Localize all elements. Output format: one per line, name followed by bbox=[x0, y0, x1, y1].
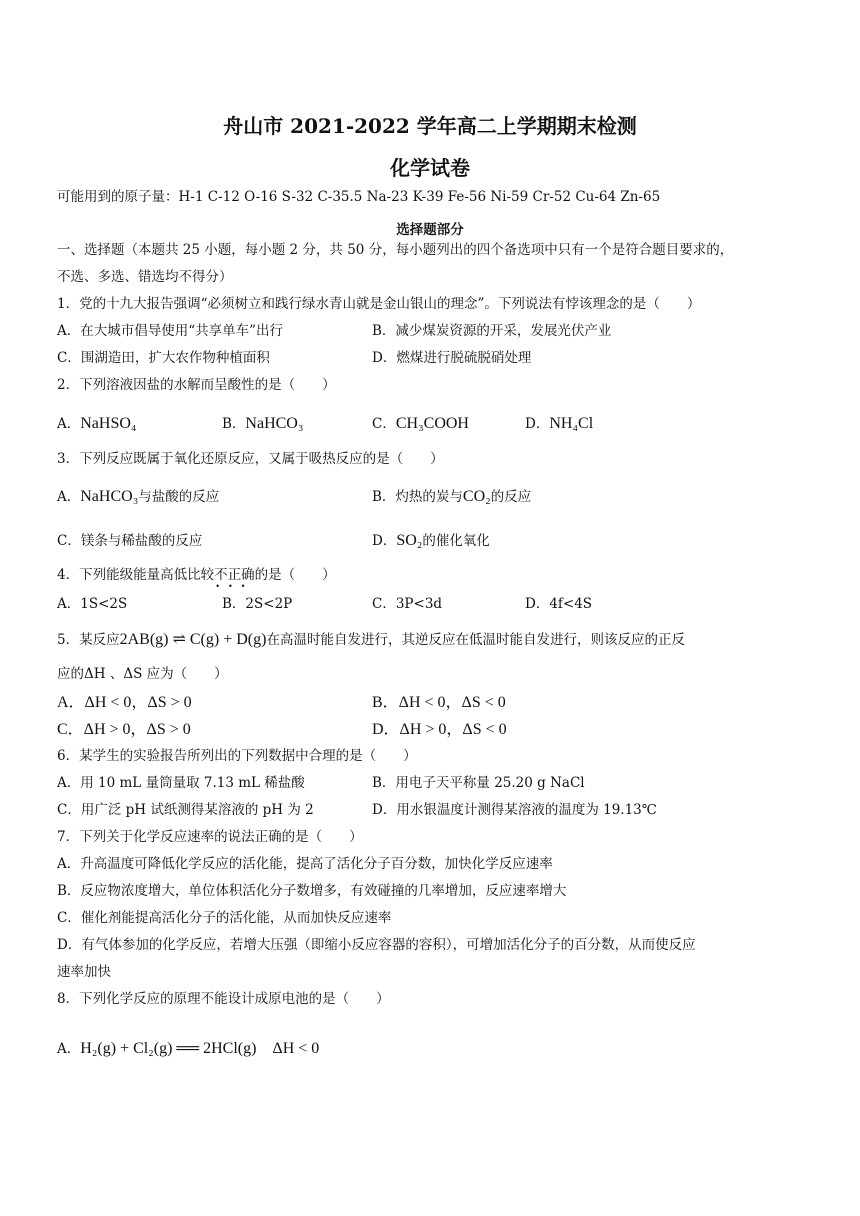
exam-title: 舟山市 2021-2022 学年高二上学期期末检测 bbox=[223, 114, 637, 138]
q7-option-d-line-1: D．有气体参加的化学反应，若增大压强（即缩小反应容器的容积），可增加活化分子的百分数，从而使反应 bbox=[57, 937, 696, 953]
q5-equation: 2AB(g) ⇌ C(g) + D(g) bbox=[119, 631, 267, 648]
q6-option-a: A．用 10 mL 量筒量取 7.13 mL 稀盐酸 bbox=[57, 775, 305, 791]
q3-option-b-text: 的反应 bbox=[490, 489, 532, 505]
q3-option-a-text: 与盐酸的反应 bbox=[138, 489, 220, 505]
q3-option-b bbox=[372, 489, 531, 505]
q2-option-d-label: D． bbox=[525, 416, 550, 432]
q3-option-a bbox=[57, 489, 219, 505]
q3-option-b-label: B．灼热的炭与 bbox=[372, 489, 463, 505]
q8-option-a-equation: H₂(g) + Cl₂(g) ══ 2HCl(g) ΔH < 0 bbox=[80, 1040, 320, 1057]
q2-stem: 2．下列溶液因盐的水解而呈酸性的是（ ） bbox=[57, 377, 336, 393]
q5-option-d: D．ΔH > 0，ΔS < 0 bbox=[372, 721, 507, 738]
q7-option-a: A．升高温度可降低化学反应的活化能，提高了活化分子百分数，加快化学反应速率 bbox=[57, 856, 553, 872]
q4-stem-emphasis-text: 不正确 bbox=[214, 567, 255, 583]
q3-option-a-formula: NaHCO₃ bbox=[80, 488, 139, 505]
q5-stem bbox=[57, 632, 685, 648]
q2-option-d bbox=[525, 416, 593, 432]
atomic-masses: 可能用到的原子量：H-1 C-12 O-16 S-32 C-35.5 Na-23 K-39 Fe-56 Ni-59 Cr-52 Cu-64 Zn-65 bbox=[57, 189, 661, 205]
q6-stem: 6．某学生的实验报告所列出的下列数据中合理的是（ ） bbox=[57, 748, 417, 764]
q5-stem-line-2: 应的ΔH 、ΔS 应为（ ） bbox=[57, 666, 228, 682]
q6-option-c: C．用广泛 pH 试纸测得某溶液的 pH 为 2 bbox=[57, 802, 314, 818]
q7-stem: 7．下列关于化学反应速率的说法正确的是（ ） bbox=[57, 829, 363, 845]
q2-option-b-formula: NaHCO₃ bbox=[245, 415, 304, 432]
q1-option-d: D．燃煤进行脱硫脱硝处理 bbox=[372, 350, 532, 366]
q4-stem-emphasis bbox=[214, 567, 255, 591]
q4-option-d: D．4f<4S bbox=[525, 596, 593, 612]
q2-option-b-label: B． bbox=[222, 416, 246, 432]
q3-option-b-formula: CO₂ bbox=[462, 488, 491, 505]
q2-option-c-formula: CH₃COOH bbox=[395, 415, 469, 432]
instructions-line-1: 一、选择题（本题共 25 小题，每小题 2 分，共 50 分，每小题列出的四个备选项中只有一个是符合题目要求的， bbox=[57, 242, 734, 258]
q2-option-a bbox=[57, 416, 137, 432]
q6-option-d: D．用水银温度计测得某溶液的温度为 19.13℃ bbox=[372, 802, 657, 818]
q5-option-b: B．ΔH < 0，ΔS < 0 bbox=[372, 694, 506, 711]
q1-stem: 1．党的十九大报告强调“必须树立和践行绿水青山就是金山银山的理念”。下列说法有悖该理念的是（ ） bbox=[57, 296, 701, 312]
q4-option-c: C．3P<3d bbox=[372, 596, 443, 612]
q8-option-a-label: A． bbox=[57, 1041, 81, 1057]
emphasis-dots-icon: ••• bbox=[215, 582, 254, 591]
q3-option-d-formula: SO₂ bbox=[396, 532, 423, 549]
q4-stem-pre: 4．下列能级能量高低比较 bbox=[57, 567, 215, 583]
q2-option-a-label: A． bbox=[57, 416, 81, 432]
q3-stem: 3．下列反应既属于氧化还原反应，又属于吸热反应的是（ ） bbox=[57, 451, 444, 467]
q5-stem-pre: 5．某反应 bbox=[57, 632, 120, 648]
q1-option-b: B．减少煤炭资源的开采，发展光伏产业 bbox=[372, 323, 612, 339]
q2-option-a-formula: NaHSO₄ bbox=[80, 415, 137, 432]
q7-option-b: B．反应物浓度增大，单位体积活化分子数增多，有效碰撞的几率增加，反应速率增大 bbox=[57, 883, 567, 899]
instructions-line-2: 不选、多选、错选均不得分） bbox=[57, 269, 233, 285]
q3-option-d-text: 的催化氧化 bbox=[422, 533, 490, 549]
q2-option-d-formula: NH₄Cl bbox=[549, 415, 594, 432]
q3-option-d-label: D． bbox=[372, 533, 397, 549]
section-title: 选择题部分 bbox=[396, 222, 464, 238]
q5-stem-post: 在高温时能自发进行，其逆反应在低温时能自发进行，则该反应的正反 bbox=[266, 632, 685, 648]
q6-option-b: B．用电子天平称量 25.20 g NaCl bbox=[372, 775, 585, 791]
exam-subtitle: 化学试卷 bbox=[390, 156, 470, 180]
q4-option-b: B．2S<2P bbox=[222, 596, 293, 612]
q8-stem: 8．下列化学反应的原理不能设计成原电池的是（ ） bbox=[57, 991, 390, 1007]
q1-option-c: C．围湖造田，扩大农作物种植面积 bbox=[57, 350, 270, 366]
q2-option-b bbox=[222, 416, 303, 432]
q7-option-d-line-2: 速率加快 bbox=[57, 964, 111, 980]
q2-option-c-label: C． bbox=[372, 416, 396, 432]
q4-stem bbox=[57, 567, 336, 591]
q4-option-a: A．1S<2S bbox=[57, 596, 128, 612]
q7-option-c: C．催化剂能提高活化分子的活化能，从而加快反应速率 bbox=[57, 910, 392, 926]
q2-option-c bbox=[372, 416, 469, 432]
q3-option-a-label: A． bbox=[57, 489, 81, 505]
q4-stem-post: 的是（ ） bbox=[254, 567, 336, 583]
q8-option-a bbox=[57, 1041, 319, 1057]
q1-option-a: A．在大城市倡导使用“共享单车”出行 bbox=[57, 323, 284, 339]
q5-option-a: A．ΔH < 0，ΔS > 0 bbox=[57, 694, 192, 711]
q3-option-c: C．镁条与稀盐酸的反应 bbox=[57, 533, 203, 549]
q5-option-c: C．ΔH > 0，ΔS > 0 bbox=[57, 721, 191, 738]
q3-option-d bbox=[372, 533, 490, 549]
